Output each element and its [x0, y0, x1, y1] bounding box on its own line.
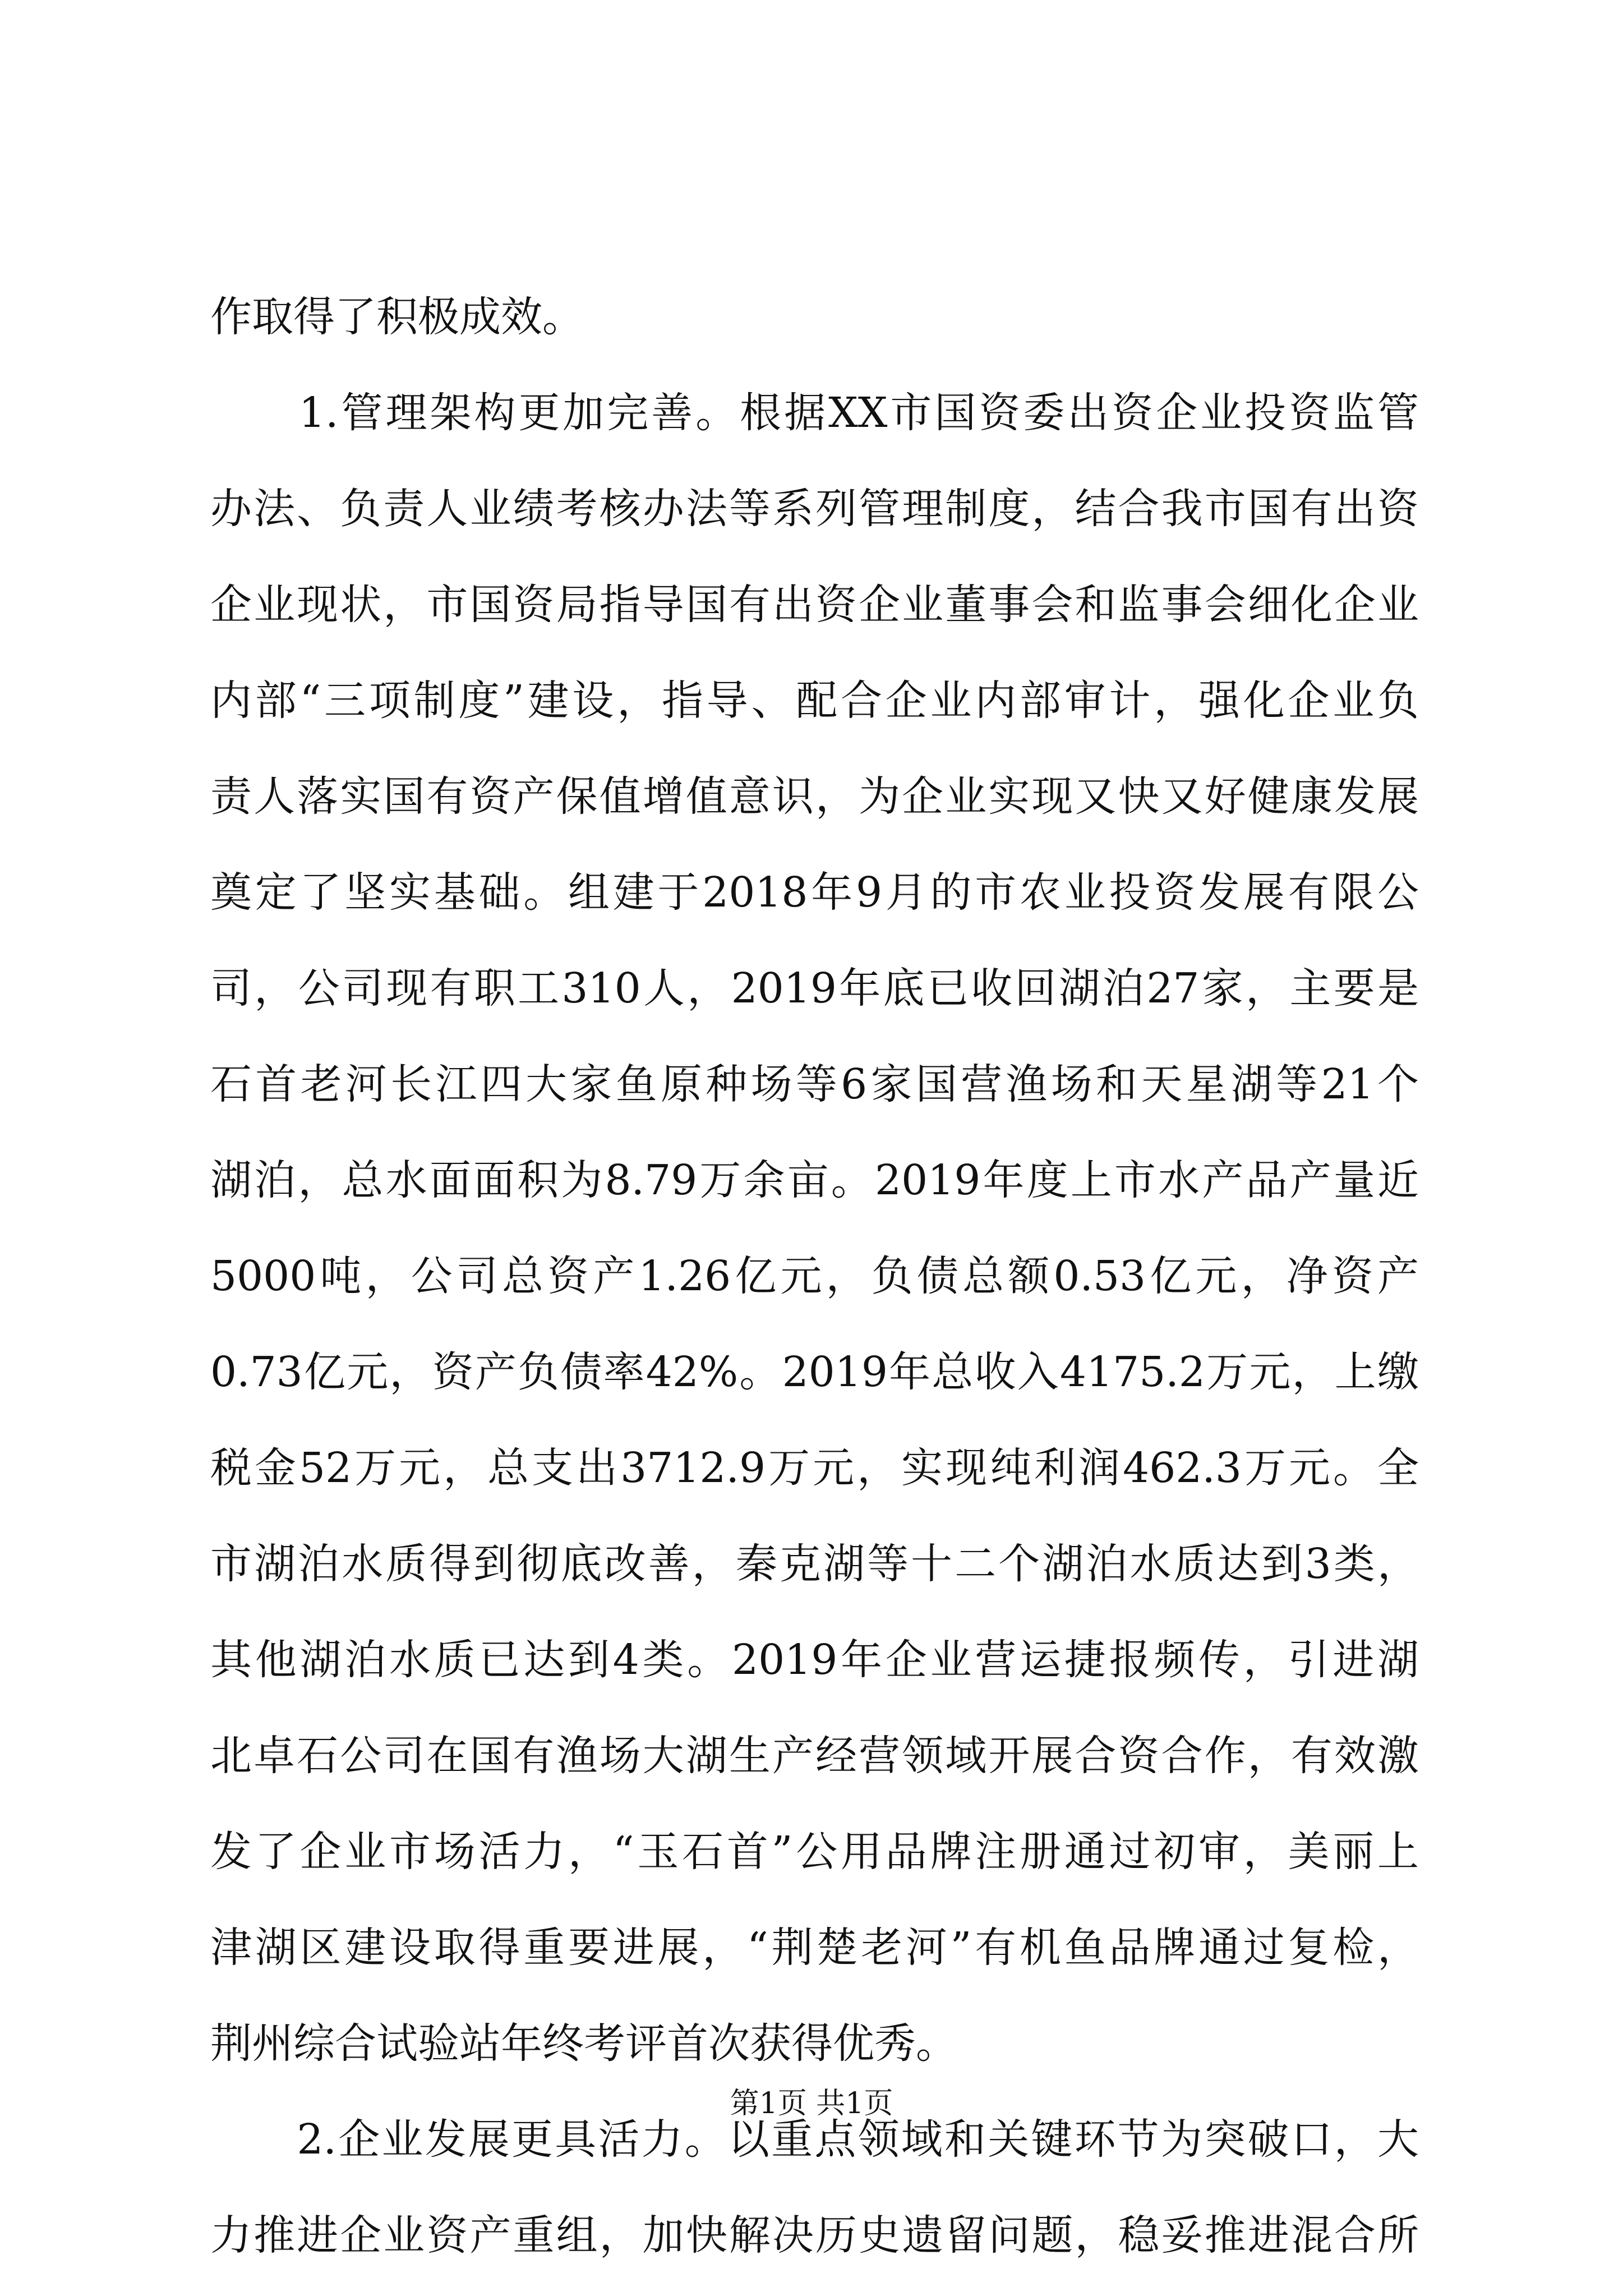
text-line: 荆州综合试验站年终考评首次获得优秀。: [210, 2019, 957, 2068]
text-line: 1.管理架构更加完善。根据XX市国资委出资企业投资监管: [210, 389, 1419, 437]
text-line: 司，公司现有职工310人，2019年底已收回湖泊27家，主要是: [210, 964, 1419, 1013]
text-line: 企业现状，市国资局指导国有出资企业董事会和监事会细化企业: [210, 581, 1419, 629]
text-line: 办法、负责人业绩考核办法等系列管理制度，结合我市国有出资: [210, 485, 1419, 533]
text-line: 5000吨，公司总资产1.26亿元，负债总额0.53亿元，净资产: [210, 1252, 1419, 1300]
text-line: 北卓石公司在国有渔场大湖生产经营领域开展合资合作，有效激: [210, 1732, 1419, 1780]
text-line: 奠定了坚实基础。组建于2018年9月的市农业投资发展有限公: [210, 868, 1419, 917]
text-line: 内部“三项制度”建设，指导、配合企业内部审计，强化企业负: [210, 677, 1419, 725]
text-line: 发了企业市场活力，“玉石首”公用品牌注册通过初审，美丽上: [210, 1828, 1419, 1876]
text-line: 市湖泊水质得到彻底改善，秦克湖等十二个湖泊水质达到3类，: [210, 1540, 1419, 1588]
text-line: 2.企业发展更具活力。以重点领域和关键环节为突破口，大: [210, 2115, 1419, 2164]
text-line: 湖泊，总水面面积为8.79万余亩。2019年度上市水产品产量近: [210, 1156, 1419, 1204]
text-line: 石首老河长江四大家鱼原种场等6家国营渔场和天星湖等21个: [210, 1060, 1419, 1108]
text-line: 其他湖泊水质已达到4类。2019年企业营运捷报频传，引进湖: [210, 1636, 1419, 1684]
text-line: 作取得了积极成效。: [210, 293, 584, 341]
text-line: 力推进企业资产重组，加快解决历史遗留问题，稳妥推进混合所: [210, 2211, 1419, 2260]
text-line: 税金52万元，总支出3712.9万元，实现纯利润462.3万元。全: [210, 1444, 1419, 1492]
page-number-footer: 第1页 共1页: [730, 2087, 893, 2120]
text-line: 0.73亿元，资产负债率42%。2019年总收入4175.2万元，上缴: [210, 1348, 1419, 1396]
text-line: 津湖区建设取得重要进展，“荆楚老河”有机鱼品牌通过复检，: [210, 1924, 1419, 1972]
text-line: 责人落实国有资产保值增值意识，为企业实现又快又好健康发展: [210, 772, 1419, 821]
document-body: [210, 269, 1419, 2284]
